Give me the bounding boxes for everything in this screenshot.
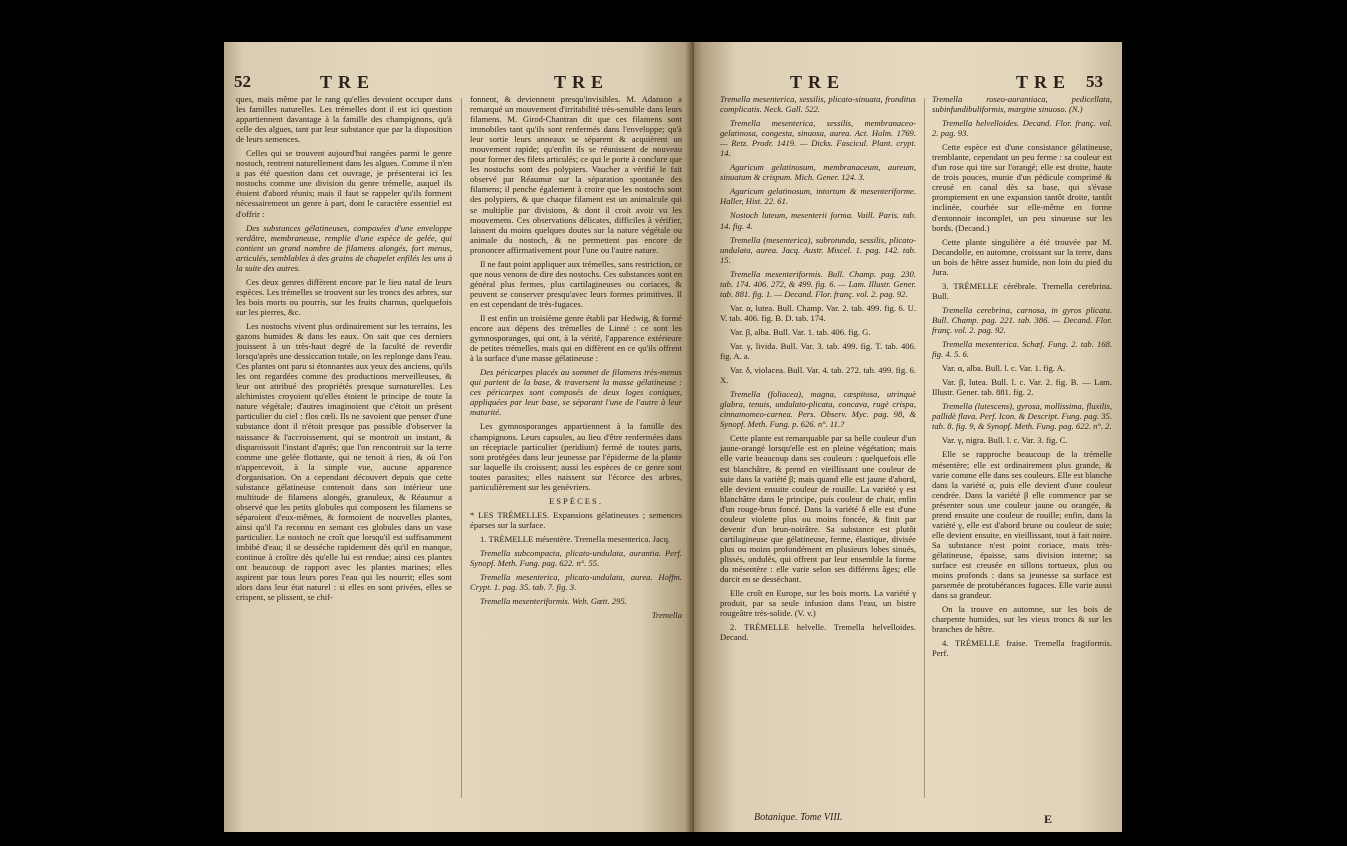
synonym: Tremella subcompacta, plicato-undulata, aurantia. Perf. Synopf. Meth. Fung. pag. 622. n°. 55.: [470, 547, 682, 569]
variety: Var. β, alba. Bull. Var. 1. tab. 406. fig. G.: [730, 326, 871, 337]
species-entry: 4. TRÉMELLE fraise. Tremella fragiformis. Perf.: [932, 638, 1112, 659]
signature-mark: E: [1044, 812, 1053, 826]
synonym: Tremella mesenteriformis. Bull. Champ. pag. 230. tab. 174. 406. 272, & 499. fig. 6. — Lam. Illustr. Gener. tab. 881. fig. 1. — Decand. Flor. franç. vol. 2. pag. 92.: [720, 268, 916, 299]
synonym: Tremella mesenterica, sessilis, membranaceo-gelatinosa, congesta, sinuosa, aurea. Act. Holm. 1769. — Retz. Prodr. 1419. — Dicks. Fascicul. Plant. crypt. 14.: [720, 118, 916, 159]
synonym: Tremella mesenterica, sessilis, plicato-sinuata, fronditus complicatis. Neck. Gall. 522.: [720, 94, 916, 115]
paragraph: Cette plante est remarquable par sa belle couleur d'un jaune-orangé lorsqu'elle est en pleine végétation; mais elle varie beaucoup dans ses couleurs : quelquefois elle est blanchâtre, & prend en vieillissant une couleur de suie dans la variété β; mais quand elle est jaune d'abord, elle devient ensuite couleur de rouille. La variété γ est blanchâtre dans le principe, puis couleur de chair, enfin d'un rouge-brun foncé. Dans la variété δ elle est d'une couleur violette plus ou moins foncée, & finit par devenir d'un brun-noirâtre. Sa substance est plutôt cartilagineuse que gélatineuse, ferme, élastique, divisée plus ou moins profondément en plusieurs lobes sinués, plissés, ondulés, qui offrent par leur ensemble la forme du mésentère : elle varie selon ses différens âges; elle durcit en se desséchant.: [720, 433, 916, 585]
paragraph: Il est enfin un troisième genre établi par Hedwig, & formé encore aux dépens des trémelles de Linné : ce sont les gymnosporanges, qui ont, à la vérité, l'apparence extérieure de petites trémelles, mais qui en diffèrent en ce qu'ils offrent à la surface d'une masse gélatineuse :: [470, 312, 682, 364]
paragraph: Les gymnosporanges appartiennent à la famille des champignons. Leurs capsules, au lieu d'être renfermées dans un réceptacle particulier (peridium) fermé de toutes parts, sont protégées dans leur jeunesse par l'épiderme de la plante sur laquelle ils croissent; aussi les espèces de ce genre sont toutes parasites; elles naissent sur l'écorce des arbres, particulièrement sur les genévriers.: [470, 421, 682, 492]
column-rule: [461, 98, 462, 798]
variety: Var. δ, violacea. Bull. Var. 4. tab. 272. tab. 499. fig. 6. X.: [720, 365, 916, 386]
right-page-number: 53: [1086, 72, 1103, 91]
left-page-number: 52: [234, 72, 251, 91]
paragraph: Ces deux genres diffèrent encore par le lieu natal de leurs espèces. Les trémelles se trouvent sur les troncs des arbres, sur les bois morts ou pourris, sur les fruits charnus, quelquefois sur les pierres, &c.: [236, 276, 452, 317]
synonym: Tremella mesenterica, plicato-undulata, aurea. Hoffm. Crypt. 1. pag. 35. tab. 7. fig. 3.: [470, 572, 682, 593]
synonym: Tremella (mesenterica), subrotunda, sessilis, plicato-undulata, aurea. Jacq. Austr. Miscel. 1. pag. 142. tab. 15.: [720, 234, 916, 265]
right-running-head-2: TRE: [1016, 72, 1072, 92]
paragraph: Elle se rapproche beaucoup de la trémelle mésentère; elle est ordinairement plus grande, & varie comme elle dans ses couleurs. Elle est blanche dans la variété α, puis elle devient d'une couleur cendrée. Dans la variété β elle commence par se présenter sous une couleur jaune ou orangée, & prend ensuite une couleur de rouille; enfin, dans la variété γ, elle est d'abord brune ou couleur de suie; elle devient ensuite, en vieillissant, tout à fait noire. Sa substance n'est point coriace, mais très-gélatineuse, épaisse, sans division interne; sa surface est creusée en sillons tortueux, plus ou moins profonds : dans sa jeunesse sa surface est parsemée de protubérances fugaces. Elle varie aussi dans sa grandeur.: [932, 449, 1112, 601]
volume-footer: Botanique. Tome VIII.: [754, 812, 843, 823]
right-page: [694, 42, 1122, 832]
variety: Var. γ, nigra. Bull. l. c. Var. 3. fig. C.: [942, 435, 1068, 446]
section-subtitle: * LES TRÉMELLES. Expansions gélatineuses ; semences éparses sur la surface.: [470, 509, 682, 530]
catchword: Tremella: [651, 610, 682, 621]
section-title: ESPÈCES.: [549, 495, 603, 506]
left-page: [224, 42, 694, 832]
synonym: Tremella mesenteriformis. Web. Gœtt. 295.: [480, 596, 627, 607]
genus-definition: Des substances gélatineuses, composées d'une enveloppe verdâtre, membraneuse, remplie d'une espèce de gelée, qui contient un grand nombre de filamens alongés, fort menus, articulés, semblables à des grains de chapelet enfilés les uns à la suite des autres.: [236, 222, 452, 273]
synonym: Tremella cerebrina, carnosa, in gyros plicata. Bull. Champ. pag. 221. tab. 386. — Decand. Flor. franç. vol. 2. pag. 92.: [932, 304, 1112, 335]
paragraph: Il ne faut point appliquer aux trémelles, sans restriction, ce que nous venons de dire des nostochs. Ces substances sont en général plus fermes, plus cartilagineuses ou coriaces, & peuvent se conserver presqu'avec leurs formes primitives. Il en est cependant de très-fugaces.: [470, 258, 682, 309]
genus-definition: Des péricarpes placés au sommet de filamens très-menus qui partent de la base, & traversent la masse gélatineuse : ces péricarpes sont composés de deux loges coniques, appliquées par leur base, se séparant l'une de l'autre à leur maturité.: [470, 367, 682, 418]
left-running-head-2: TRE: [554, 72, 610, 92]
synonym: Tremella helvelloides. Decand. Flor. franç. vol. 2. pag. 93.: [932, 118, 1112, 139]
paragraph: fonnent, & deviennent presqu'invisibles. M. Adanson a remarqué un mouvement d'irritabilité très-sensible dans leurs filamens. M. Girod-Chantran dit que ces filamens sont immobiles tant qu'ils sont renfermés dans l'enveloppe; qu'à leur sortie leurs anneaux se séparent & acquièrent un mouvement rapide; qu'enfin ils se réunissent de nouveau pour former des filets articulés; ce qui le porte à conclure que les nostochs sont des polypiers. Vaucher a vérifié le fait observé par Réaumur sur la séparation spontanée des filamens; il penche également à croire que les nostochs sont des polypiers, & que chaque filament est un animalcule qui se multiplie par divisions, & dont il croit avoir vu les mouvemens. Ces observations délicates, difficiles à vérifier, laissent du moins quelques doutes sur la nature végétale ou animale du nostoch, & ne permettent pas encore de prononcer affirmativement pour l'une ou l'autre nature.: [470, 94, 682, 255]
right-column-2: [932, 94, 1112, 662]
synonym: Tremella (lutescens), gyrosa, mollissima, fluxilis, pallidè flava. Perf. Icon. & Descript. Fung. pag. 35. tab. 8. fig. 9, & Synopf. Meth. Fung. pag. 622. n°. 2.: [932, 401, 1112, 432]
paragraph: Celles qui se trouvent aujourd'hui rangées parmi le genre nostoch, rentrent naturellement dans les algues. Comme il n'en a pas été question dans cet ouvrage, je présenterai ici les nostochs comme une division du genre trémelle, auquel ils étoient d'abord réunis; mais il faut se rappeler qu'ils forment nécessairement un genre à part, dont le caractère essentiel est d'offrir :: [236, 148, 452, 219]
synonym: Tremella roseo-aurantiaca, pedicellata, subinfundibuliformis, margine sinuoso. (N.): [932, 94, 1112, 115]
variety: Var. α, lutea. Bull. Champ. Var. 2. tab. 499. fig. 6. U. V. tab. 406. fig. B. D. tab. 174.: [720, 302, 916, 323]
species-entry: 2. TRÉMELLE helvelle. Tremella helvelloides. Decand.: [720, 622, 916, 643]
column-rule: [924, 98, 925, 798]
left-column-2: [470, 94, 682, 624]
synonym: Tremella mesenterica. Schæf. Fung. 2. tab. 168. fig. 4. 5. 6.: [932, 339, 1112, 360]
right-column-1: [720, 94, 916, 646]
paragraph: Elle croît en Europe, sur les bois morts. La variété γ produit, par sa seule infusion dans l'eau, un bistre rougeâtre très-solide. (V. v.): [720, 588, 916, 619]
variety: Var. β, lutea. Bull. l. c. Var. 2. fig. B. — Lam. Illustr. Gener. tab. 881. fig. 2.: [932, 377, 1112, 398]
paragraph: On la trouve en automne, sur les bois de charpente humides, sur les vieux troncs & sur les branches de hêtre.: [932, 604, 1112, 635]
species-entry: 1. TRÉMELLE mésentère. Tremella mesenterica. Jacq.: [480, 533, 671, 544]
variety: Var. γ, livida. Bull. Var. 3. tab. 499. fig. T. tab. 406. fig. A. a.: [720, 340, 916, 362]
right-running-head-1: TRE: [790, 72, 846, 92]
left-column-1: [236, 94, 452, 606]
paragraph: Les nostochs vivent plus ordinairement sur les terrains, les gazons humides & dans les eaux. On sait que ces derniers jouissent à un très-haut degré de la faculté de reverdir lorsqu'après une dessiccation totale, on les replonge dans l'eau. Ces plantes ont paru si étonnantes aux yeux des anciens, qu'ils les ont regardées comme des productions merveilleuses, & leur ont attribué des propriétés presque surnaturelles. Les alchimistes croyoient qu'elles étoient le principe de toute la nature végétale; d'autres imaginoient que c'étoit un présent particulier du ciel : flos cœli. Ils ne savoient que penser d'une substance dont il n'étoit presque pas possible d'observer la naissance & l'accroissement, qui se montroit un instant, & disparoissoit l'instant d'après; que l'on rencontroit sur la terre comme une gelée flottante, qui ne tenoit à rien, & où l'on n'appercevoit, à la simple vue, aucune apparence d'organisation. On a cependant découvert depuis que cette substance gélatineuse contenoit dans son intérieur une multitude de filamens alongés, granuleux, & Réaumur a observé que les petits globules qui composent les filamens se séparoient d'eux-mêmes, & formoient de nouvelles plantes, ainsi qu'il l'a reconnu en semant ces globules dans un vase particulier. Le nostoch ne croît que lorsqu'il est suffisamment imbibé d'eau; il se desséche rapidement dès qu'il en manque, continue à croître dès qu'elle lui est rendue; ainsi ces plantes ont beaucoup de rapport avec les plantes marines; elles aspirent par tous leurs pores l'eau qui les nourrit; elles sont alors dans leur état naturel : si elles en sont privées, elles se crispent, se plissent, se chif-: [236, 320, 452, 603]
paragraph: Cette plante singulière a été trouvée par M. Decandolle, en automne, croissant sur la terre, dans un bois de hêtre assez humide, non loin du pied du Jura.: [932, 236, 1112, 277]
paragraph: Cette espèce est d'une consistance gélatineuse, tremblante, cependant un peu ferme : sa couleur est d'un rose qui tire sur l'orangé; elle est droite, haute de trois pouces, munie d'un pédicule comprimé & creusé en canal dès sa base, qui s'évase promptement en une expansion tantôt droite, tantôt inclinée, courbée sur elle-même en forme d'entonnoir incomplet, un peu sinueuse sur les bords. (Decand.): [932, 142, 1112, 233]
left-running-head-1: TRE: [320, 72, 376, 92]
synonym: Agaricum gelatinosum, intortum & mesenteriforme. Haller, Hist. 22. 61.: [720, 186, 916, 207]
synonym: Tremella (foliacea), magna, cæspitosa, utrinquè glabra, tenuis, undulato-plicata, concava, rugè crispa, cinnamomeo-carnea. Pers. Observ. Myc. pag. 98, & Synopf. Meth. Fung. p. 626. n°. 11.?: [720, 389, 916, 430]
species-entry: 3. TRÉMELLE cérébrale. Tremella cerebrina. Bull.: [932, 280, 1112, 301]
synonym: Agaricum gelatinosum, membranaceum, aureum, sinuatum & crispum. Mich. Gener. 124. 3.: [720, 162, 916, 183]
synonym: Nostoch luteum, mesenterii forma. Vaill. Paris. tab. 14. fig. 4.: [720, 210, 916, 231]
variety: Var. α, alba. Bull. l. c. Var. 1. fig. A.: [942, 363, 1065, 374]
paragraph: ques, mais même par le rang qu'elles devoient occuper dans les familles naturelles. Les trémelles dont il est ici question appartiennent davantage à la famille des champignons, qu'à celle des algues, tant par leur substance que par la disposition de leurs semences.: [236, 94, 452, 145]
